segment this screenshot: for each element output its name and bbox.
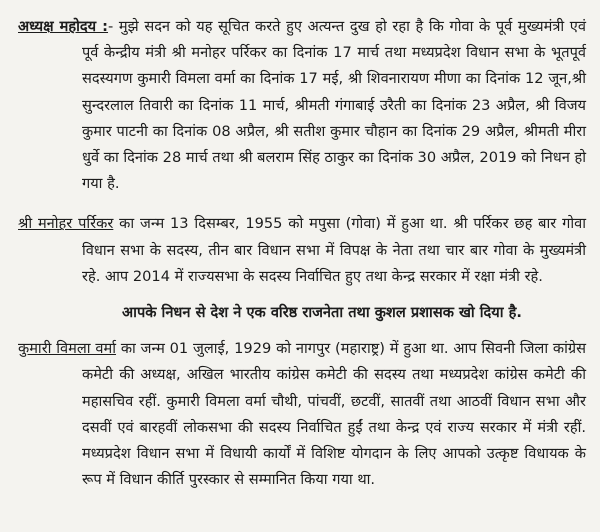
obituary-text-parrikar: का जन्म 13 दिसम्बर, 1955 को मपुसा (गोवा) में हुआ था. श्री पर्रिकर छह बार गोवा विधान सभा के सदस्य, तीन बार विधान सभा में विपक्ष के नेता तथा चार बार गोवा के मुख्यमंत्री रहे. आप 2014 में राज्यसभा के सदस्य निर्वाचित हुए तथा केन्द्र सरकार में रक्षा मंत्री रहे.: [82, 215, 586, 285]
tribute-line: आपके निधन से देश ने एक वरिष्ठ राजनेता तथा कुशल प्रशासक खो दिया है.: [122, 304, 522, 322]
person-name-parrikar: श्री मनोहर पर्रिकर: [18, 215, 114, 233]
announcement-text: - मुझे सदन को यह सूचित करते हुए अत्यन्त दुख हो रहा है कि गोवा के पूर्व मुख्यमंत्री एवं पूर्व केन्द्रीय मंत्री श्री मनोहर पर्रिकर का दिनांक 17 मार्च तथा मध्यप्रदेश विधान सभा के भूतपूर्व सदस्यगण कुमारी विमला वर्मा का दिनांक 17 मई, श्री शिवनारायण मीणा का दिनांक 12 जून,श्री सुन्दरलाल तिवारी का दिनांक 11 मार्च, श्रीमती गंगाबाई उरैती का दिनांक 23 अप्रैल, श्री विजय कुमार पाटनी का दिनांक 08 अप्रैल, श्री सतीश कुमार चौहान का दिनांक 29 अप्रैल, श्रीमती मीरा धुर्वे का दिनांक 28 मार्च तथा श्री बलराम सिंह ठाकुर का दिनांक 30 अप्रैल, 2019 को निधन हो गया है.: [82, 18, 586, 193]
speaker-label: अध्यक्ष महोदय :: [18, 18, 109, 35]
obituary-vimla-verma: [18, 336, 586, 493]
speaker-announcement: [18, 14, 586, 197]
obituary-manohar-parrikar: [18, 211, 586, 290]
obituary-text-vimla-verma: का जन्म 01 जुलाई, 1929 को नागपुर (महाराष्ट्र) में हुआ था. आप सिवनी जिला कांग्रेस कमेटी की अध्यक्ष, अखिल भारतीय कांग्रेस कमेटी की सदस्य तथा मध्यप्रदेश कांग्रेस कमेटी की महासचिव रहीं. कुमारी विमला वर्मा चौथी, पांचवीं, छटवीं, सातवीं तथा आठवीं विधान सभा और दसवीं एवं बारहवीं लोकसभा की सदस्य निर्वाचित हुईं तथा केन्द्र एवं राज्य सरकार में मंत्री रहीं. मध्यप्रदेश विधान सभा में विधायी कार्यों में विशिष्ट योगदान के लिए आपको उत्कृष्ट विधायक के रूप में विधान कीर्ति पुरस्कार से सम्मानित किया गया था.: [82, 340, 586, 489]
person-name-vimla-verma: कुमारी विमला वर्मा: [18, 340, 117, 358]
